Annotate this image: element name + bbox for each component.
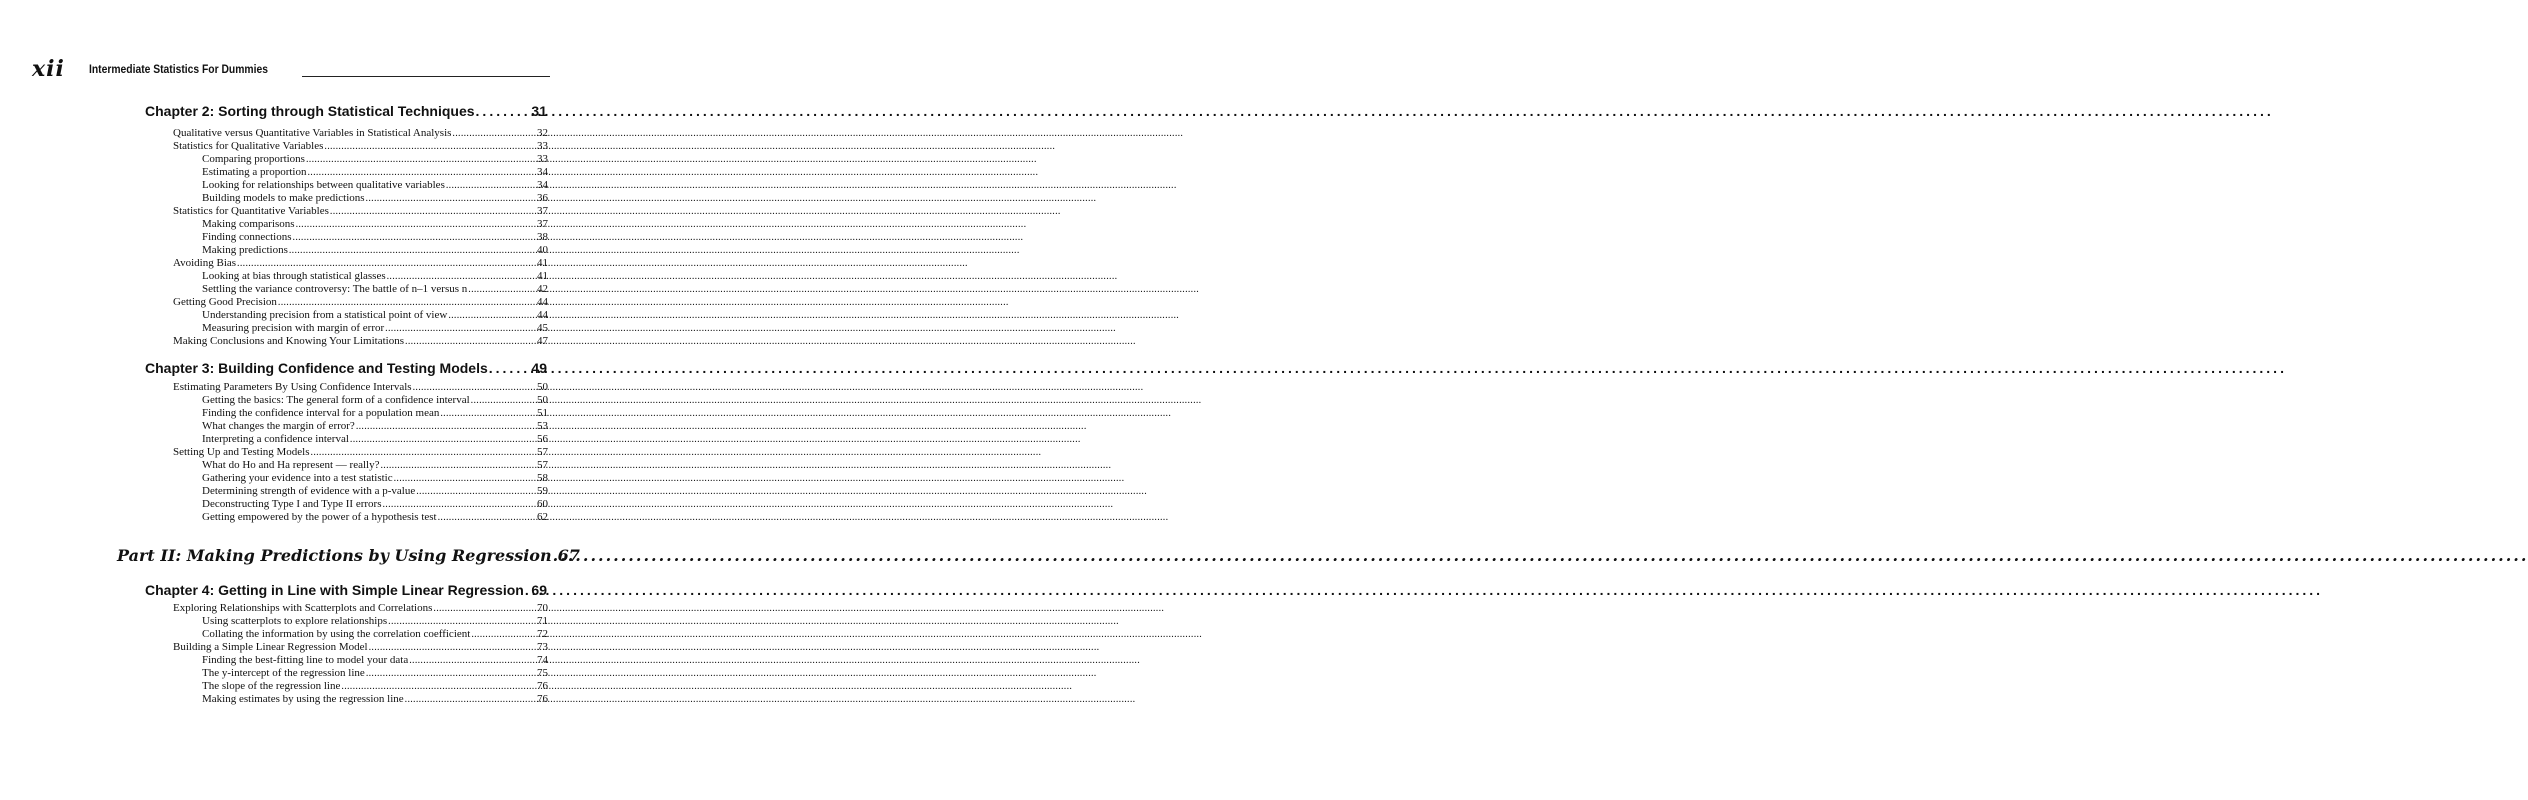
- toc-chapter-entry: [145, 581, 547, 599]
- toc-page-number: 56: [537, 433, 548, 445]
- toc-page-number: 50: [537, 394, 548, 406]
- dot-leader: [366, 667, 536, 680]
- toc-entry-title: Building a Simple Linear Regression Model: [173, 641, 368, 653]
- toc-entry-title: Part II: Making Predictions by Using Regression: [117, 546, 552, 565]
- page-folio: xii: [32, 56, 65, 82]
- dot-leader: [446, 179, 536, 192]
- header-rule: [302, 76, 550, 77]
- toc-entry-title: Chapter 2: Sorting through Statistical Techniques: [145, 103, 475, 119]
- toc-page-number: 71: [537, 615, 548, 627]
- dot-leader: [307, 166, 536, 179]
- dot-leader: [405, 335, 536, 348]
- dot-leader: [356, 420, 536, 433]
- toc-entry-title: Comparing proportions: [202, 153, 305, 165]
- dot-leader: [237, 257, 536, 270]
- toc-entry-title: Settling the variance controversy: The battle of n–1 versus n: [202, 283, 468, 295]
- toc-chapter-entry: [145, 102, 547, 120]
- toc-page-number: 49: [531, 360, 547, 376]
- toc-page-number: 33: [537, 140, 548, 152]
- dot-leader: [366, 192, 536, 205]
- toc-page-number: 74: [537, 654, 548, 666]
- dot-leader: [385, 322, 536, 335]
- dot-leader: [383, 498, 537, 511]
- dot-leader: [409, 654, 536, 667]
- toc-page-number: 33: [537, 153, 548, 165]
- toc-page-number: 69: [531, 582, 547, 598]
- dot-leader: [471, 394, 536, 407]
- toc-page-number: 45: [537, 322, 548, 334]
- toc-entry-title: Understanding precision from a statistical point of view: [202, 309, 448, 321]
- toc-page-number: 37: [537, 205, 548, 217]
- book-title: Intermediate Statistics For Dummies: [89, 62, 268, 76]
- toc-entry-title: Making comparisons: [202, 218, 295, 230]
- toc-page-number: 76: [537, 693, 548, 705]
- book-page: [0, 0, 637, 800]
- toc-entry-title: What do Ho and Ha represent — really?: [202, 459, 380, 471]
- toc-entry-title: Making Conclusions and Knowing Your Limitations: [173, 335, 405, 347]
- toc-page-number: 70: [537, 602, 548, 614]
- toc-page-number: 38: [537, 231, 548, 243]
- toc-section-entry: [173, 296, 548, 309]
- toc-page-number: 41: [537, 270, 548, 282]
- toc-entry-title: Estimating Parameters By Using Confidence Intervals: [173, 381, 412, 393]
- toc-page-number: 57: [537, 446, 548, 458]
- dot-leader: [394, 472, 536, 485]
- toc-page-number: 47: [537, 335, 548, 347]
- dot-leader: [296, 218, 536, 231]
- toc-subsection-entry: [202, 680, 548, 693]
- toc-entry-title: Setting Up and Testing Models: [173, 446, 310, 458]
- toc-part-entry: [117, 545, 580, 567]
- toc-subsection-entry: [202, 667, 548, 680]
- toc-entry-title: Gathering your evidence into a test statistic: [202, 472, 393, 484]
- toc-subsection-entry: [202, 654, 548, 667]
- dot-leader: [330, 205, 536, 218]
- toc-section-entry: [173, 602, 548, 615]
- toc-chapter-entry: [145, 359, 547, 377]
- toc-subsection-entry: [202, 472, 548, 485]
- dot-leader: [438, 511, 536, 524]
- toc-page-number: 41: [537, 257, 548, 269]
- toc-page-number: 60: [537, 498, 548, 510]
- toc-page-number: 51: [537, 407, 548, 419]
- running-header: [32, 56, 550, 82]
- toc-page-number: 40: [537, 244, 548, 256]
- toc-entry-title: Using scatterplots to explore relationships: [202, 615, 388, 627]
- dot-leader: [471, 628, 536, 641]
- dot-leader: [387, 270, 536, 283]
- toc-subsection-entry: [202, 511, 548, 524]
- dot-leader: [476, 102, 531, 120]
- toc-page-number: 76: [537, 680, 548, 692]
- toc-page-number: 73: [537, 641, 548, 653]
- dot-leader: [380, 459, 536, 472]
- toc-entry-title: Making estimates by using the regression line: [202, 693, 404, 705]
- toc-entry-title: Getting the basics: The general form of a confidence interval: [202, 394, 470, 406]
- toc-entry-title: Determining strength of evidence with a p-value: [202, 485, 416, 497]
- toc-page-number: 58: [537, 472, 548, 484]
- dot-leader: [416, 485, 536, 498]
- toc-section-entry: [173, 641, 548, 654]
- toc-entry-title: Getting Good Precision: [173, 296, 277, 308]
- toc-page-number: 42: [537, 283, 548, 295]
- toc-entry-title: Getting empowered by the power of a hypothesis test: [202, 511, 437, 523]
- toc-subsection-entry: [202, 153, 548, 166]
- toc-page-number: 36: [537, 192, 548, 204]
- toc-subsection-entry: [202, 615, 548, 628]
- dot-leader: [324, 140, 536, 153]
- toc-entry-title: The y-intercept of the regression line: [202, 667, 365, 679]
- toc-subsection-entry: [202, 628, 548, 641]
- toc-entry-title: Qualitative versus Quantitative Variables in Statistical Analysis: [173, 127, 452, 139]
- dot-leader: [489, 359, 531, 377]
- toc-section-entry: [173, 381, 548, 394]
- dot-leader: [468, 283, 536, 296]
- toc-subsection-entry: [202, 420, 548, 433]
- dot-leader: [553, 545, 557, 567]
- toc-entry-title: Exploring Relationships with Scatterplots and Correlations: [173, 602, 433, 614]
- toc-page-number: 57: [537, 459, 548, 471]
- toc-page-number: 72: [537, 628, 548, 640]
- toc-page-number: 44: [537, 309, 548, 321]
- dot-leader: [293, 231, 536, 244]
- toc-subsection-entry: [202, 433, 548, 446]
- dot-leader: [448, 309, 536, 322]
- toc-page-number: 59: [537, 485, 548, 497]
- dot-leader: [278, 296, 536, 309]
- dot-leader: [413, 381, 536, 394]
- toc-entry-title: Looking at bias through statistical glasses: [202, 270, 386, 282]
- toc-entry-title: Chapter 3: Building Confidence and Testing Models: [145, 360, 488, 376]
- dot-leader: [405, 693, 536, 706]
- dot-leader: [525, 581, 531, 599]
- dot-leader: [311, 446, 536, 459]
- dot-leader: [306, 153, 536, 166]
- toc-subsection-entry: [202, 407, 548, 420]
- toc-page-number: 31: [531, 103, 547, 119]
- toc-subsection-entry: [202, 270, 548, 283]
- toc-entry-title: Statistics for Quantitative Variables: [173, 205, 329, 217]
- dot-leader: [289, 244, 536, 257]
- toc-entry-title: The slope of the regression line: [202, 680, 341, 692]
- toc-subsection-entry: [202, 283, 548, 296]
- toc-entry-title: Statistics for Qualitative Variables: [173, 140, 324, 152]
- dot-leader: [440, 407, 536, 420]
- toc-subsection-entry: [202, 485, 548, 498]
- dot-leader: [388, 615, 536, 628]
- toc-section-entry: [173, 446, 548, 459]
- toc-section-entry: [173, 335, 548, 348]
- toc-entry-title: Measuring precision with margin of error: [202, 322, 385, 334]
- toc-page-number: 34: [537, 166, 548, 178]
- toc-page-number: 34: [537, 179, 548, 191]
- toc-entry-title: What changes the margin of error?: [202, 420, 355, 432]
- dot-leader: [369, 641, 536, 654]
- toc-entry-title: Avoiding Bias: [173, 257, 237, 269]
- toc-subsection-entry: [202, 244, 548, 257]
- toc-section-entry: [173, 257, 548, 270]
- toc-page-number: 67: [557, 546, 580, 565]
- dot-leader: [341, 680, 536, 693]
- toc-page-number: 75: [537, 667, 548, 679]
- toc-subsection-entry: [202, 322, 548, 335]
- toc-page-number: 50: [537, 381, 548, 393]
- toc-page-number: 62: [537, 511, 548, 523]
- toc-entry-title: Estimating a proportion: [202, 166, 307, 178]
- toc-subsection-entry: [202, 394, 548, 407]
- toc-subsection-entry: [202, 459, 548, 472]
- toc-subsection-entry: [202, 498, 548, 511]
- toc-subsection-entry: [202, 179, 548, 192]
- toc-page-number: 53: [537, 420, 548, 432]
- toc-subsection-entry: [202, 693, 548, 706]
- toc-entry-title: Collating the information by using the correlation coefficient: [202, 628, 471, 640]
- toc-page-number: 44: [537, 296, 548, 308]
- toc-subsection-entry: [202, 166, 548, 179]
- toc-entry-title: Finding the confidence interval for a population mean: [202, 407, 440, 419]
- dot-leader: [452, 127, 536, 140]
- toc-subsection-entry: [202, 218, 548, 231]
- toc-entry-title: Interpreting a confidence interval: [202, 433, 349, 445]
- toc-entry-title: Making predictions: [202, 244, 288, 256]
- dot-leader: [350, 433, 536, 446]
- toc-entry-title: Looking for relationships between qualitative variables: [202, 179, 445, 191]
- toc-entry-title: Building models to make predictions: [202, 192, 365, 204]
- toc-section-entry: [173, 205, 548, 218]
- toc-entry-title: Chapter 4: Getting in Line with Simple Linear Regression: [145, 582, 524, 598]
- toc-subsection-entry: [202, 309, 548, 322]
- toc-subsection-entry: [202, 192, 548, 205]
- toc-entry-title: Finding the best-fitting line to model your data: [202, 654, 409, 666]
- toc-page-number: 37: [537, 218, 548, 230]
- toc-entry-title: Deconstructing Type I and Type II errors: [202, 498, 382, 510]
- toc-subsection-entry: [202, 231, 548, 244]
- toc-page-number: 32: [537, 127, 548, 139]
- dot-leader: [433, 602, 536, 615]
- toc-section-entry: [173, 127, 548, 140]
- toc-section-entry: [173, 140, 548, 153]
- toc-entry-title: Finding connections: [202, 231, 292, 243]
